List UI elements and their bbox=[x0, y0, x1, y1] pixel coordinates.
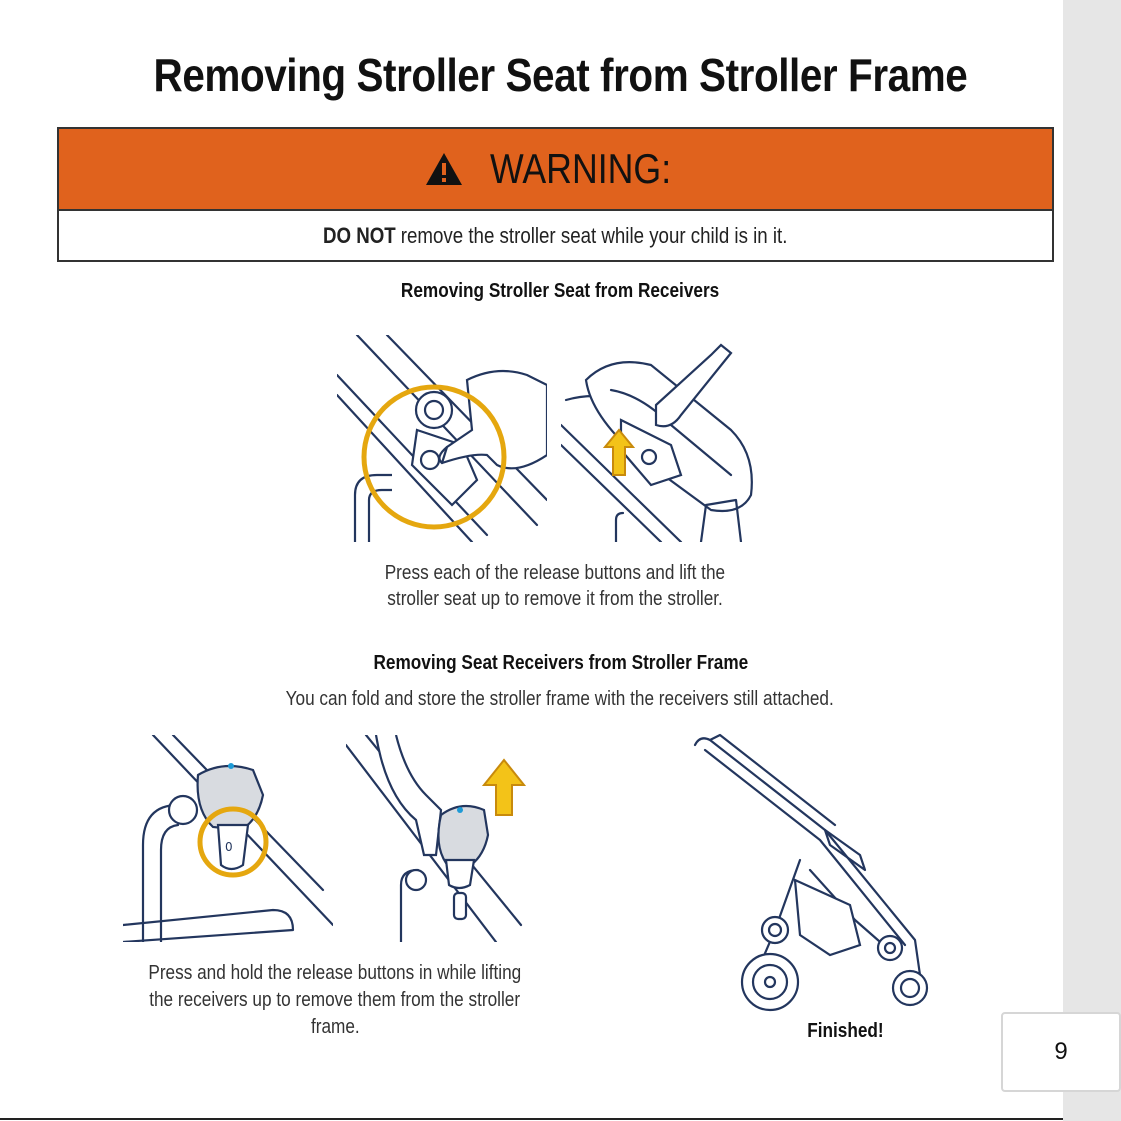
warning-body bbox=[59, 211, 1052, 260]
warning-header bbox=[59, 129, 1052, 211]
up-arrow-icon bbox=[484, 760, 524, 815]
bottom-rule bbox=[0, 1118, 1063, 1120]
warning-box bbox=[57, 127, 1054, 262]
finished-stroller-frame-illustration bbox=[685, 730, 945, 1015]
warning-text: remove the stroller seat while your child is in it. bbox=[401, 222, 788, 248]
receiver-release-illustration bbox=[123, 735, 333, 942]
warning-title: WARNING: bbox=[489, 145, 672, 192]
section2-intro: You can fold and store the stroller frame with the receivers still attached. bbox=[285, 688, 835, 710]
section1-heading: Removing Stroller Seat from Receivers bbox=[401, 280, 720, 302]
warning-triangle-icon bbox=[424, 151, 464, 187]
page-sidebar bbox=[1063, 0, 1121, 1121]
page-number: 9 bbox=[1001, 1012, 1121, 1092]
warning-emphasis: DO NOT bbox=[323, 222, 396, 248]
section2-heading: Removing Seat Receivers from Stroller Frame bbox=[373, 652, 748, 674]
release-button-press-illustration bbox=[337, 335, 547, 542]
page-title: Removing Stroller Seat from Stroller Frame bbox=[153, 49, 968, 101]
lift-receiver-illustration bbox=[346, 735, 531, 942]
lift-seat-illustration bbox=[561, 335, 766, 542]
section1-caption: Press each of the release buttons and lift the stroller seat up to remove it from the stroller. bbox=[384, 562, 726, 610]
finished-label: Finished! bbox=[806, 1020, 884, 1042]
svg-text:0: 0 bbox=[225, 840, 233, 854]
section2-caption: Press and hold the release buttons in while lifting the receivers up to remove them from the stroller frame. bbox=[148, 962, 522, 1038]
